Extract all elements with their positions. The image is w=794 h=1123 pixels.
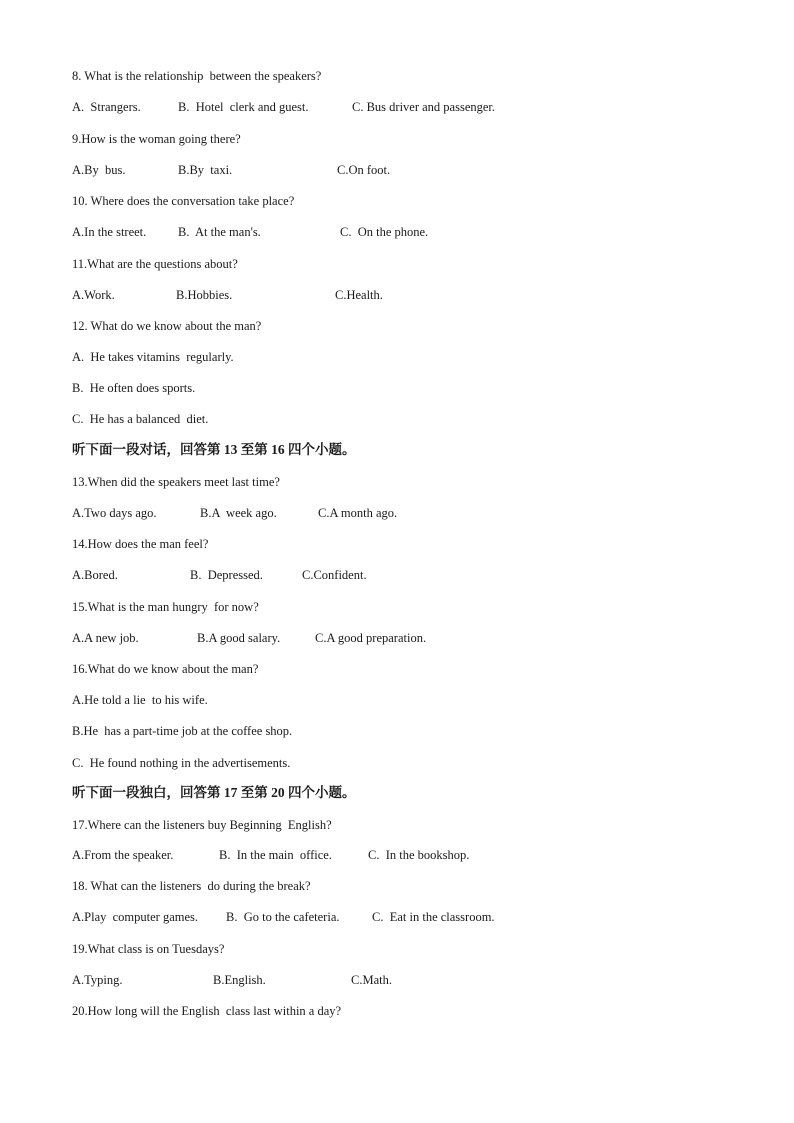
q12-option-a: A. He takes vitamins regularly. [72, 350, 234, 364]
section-heading-1: 听下面一段对话，回答第 13 至第 16 四个小题。 [72, 442, 356, 457]
question-19: 19.What class is on Tuesdays? [72, 942, 225, 956]
q13-option-a: A.Two days ago. [72, 506, 157, 520]
q10-option-a: A.In the street. [72, 225, 147, 239]
question-8: 8. What is the relationship between the speakers? [72, 69, 322, 83]
q8-option-b: B. Hotel clerk and guest. [178, 100, 309, 114]
q19-option-c: C.Math. [351, 973, 392, 987]
q16-option-a: A.He told a lie to his wife. [72, 693, 208, 707]
q16-option-c: C. He found nothing in the advertisements. [72, 756, 291, 770]
q15-option-a: A.A new job. [72, 631, 139, 645]
q15-option-b: B.A good salary. [197, 631, 281, 645]
q18-option-b: B. Go to the cafeteria. [226, 910, 340, 924]
q16-option-b: B.He has a part-time job at the coffee shop. [72, 724, 293, 738]
q9-option-a: A.By bus. [72, 163, 126, 177]
question-20: 20.How long will the English class last within a day? [72, 1004, 342, 1018]
q10-option-c: C. On the phone. [340, 225, 429, 239]
q11-option-a: A.Work. [72, 288, 115, 302]
q10-option-b: B. At the man's. [178, 225, 261, 239]
q12-option-b: B. He often does sports. [72, 381, 196, 395]
q11-option-b: B.Hobbies. [176, 288, 233, 302]
q19-option-a: A.Typing. [72, 973, 123, 987]
q19-option-b: B.English. [213, 973, 266, 987]
question-16: 16.What do we know about the man? [72, 662, 259, 676]
q18-option-a: A.Play computer games. [72, 910, 199, 924]
q14-option-b: B. Depressed. [190, 568, 263, 582]
question-10: 10. Where does the conversation take place? [72, 194, 295, 208]
q17-option-c: C. In the bookshop. [368, 848, 470, 862]
q9-option-c: C.On foot. [337, 163, 391, 177]
question-12: 12. What do we know about the man? [72, 319, 262, 333]
q8-option-c: C. Bus driver and passenger. [352, 100, 496, 114]
q18-option-c: C. Eat in the classroom. [372, 910, 495, 924]
q11-option-c: C.Health. [335, 288, 383, 302]
question-11: 11.What are the questions about? [72, 257, 238, 271]
q13-option-c: C.A month ago. [318, 506, 398, 520]
q8-option-a: A. Strangers. [72, 100, 141, 114]
question-13: 13.When did the speakers meet last time? [72, 475, 280, 489]
question-15: 15.What is the man hungry for now? [72, 600, 259, 614]
q15-option-c: C.A good preparation. [315, 631, 427, 645]
q17-option-b: B. In the main office. [219, 848, 332, 862]
question-9: 9.How is the woman going there? [72, 132, 241, 146]
question-18: 18. What can the listeners do during the break? [72, 879, 311, 893]
q17-option-a: A.From the speaker. [72, 848, 174, 862]
section-heading-2: 听下面一段独白，回答第 17 至第 20 四个小题。 [72, 785, 356, 800]
q14-option-c: C.Confident. [302, 568, 367, 582]
q13-option-b: B.A week ago. [200, 506, 277, 520]
q9-option-b: B.By taxi. [178, 163, 233, 177]
q14-option-a: A.Bored. [72, 568, 118, 582]
q12-option-c: C. He has a balanced diet. [72, 412, 209, 426]
question-17: 17.Where can the listeners buy Beginning English? [72, 818, 332, 832]
question-14: 14.How does the man feel? [72, 537, 209, 551]
